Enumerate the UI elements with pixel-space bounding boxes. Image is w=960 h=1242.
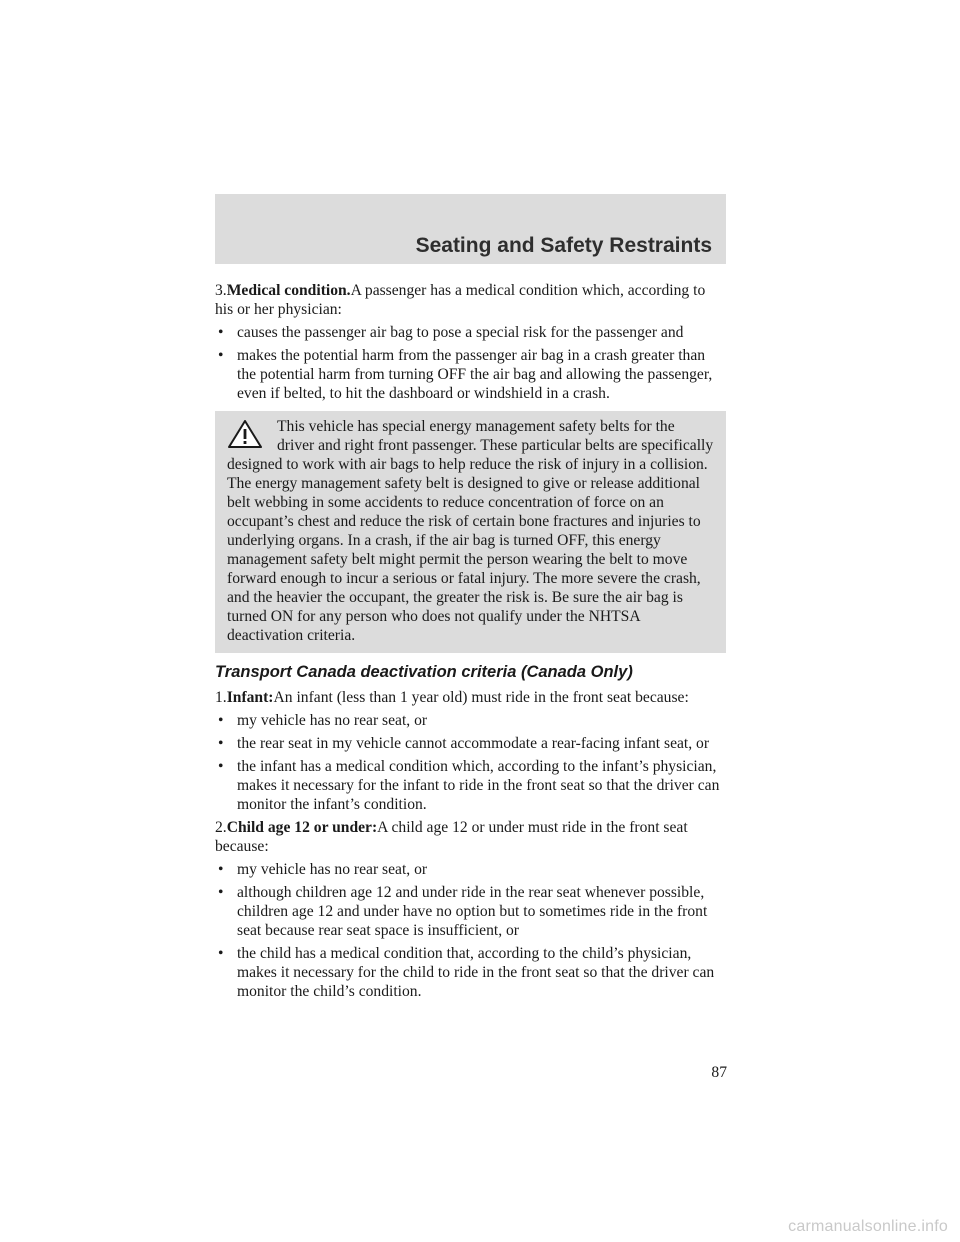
warning-triangle-icon <box>227 419 263 449</box>
page-number: 87 <box>711 1064 727 1081</box>
bullet-glyph: • <box>218 712 224 729</box>
item-2 <box>215 818 726 856</box>
item-3-text: A passenger has a medical condition which, according to his or her physician: <box>215 282 706 318</box>
item-2-label: Child age 12 or under: <box>226 819 378 836</box>
item-2-text: A child age 12 or under must ride in the front seat because: <box>215 819 688 855</box>
bullet-glyph: • <box>218 884 224 901</box>
bullet-glyph: • <box>218 324 224 341</box>
bullet-glyph: • <box>218 347 224 364</box>
item-3-bullets <box>215 323 726 403</box>
warning-box <box>215 411 726 653</box>
item-1-label: Infant: <box>226 689 274 706</box>
list-item: • the rear seat in my vehicle cannot accommodate a rear-facing infant seat, or <box>218 735 710 752</box>
item-1-text: An infant (less than 1 year old) must ride in the front seat because: <box>273 689 689 706</box>
item-1-number: 1. <box>215 689 227 706</box>
warning-text: This vehicle has special energy management safety belts for the driver and right front passenger. These particular belts are specifically designed to work with air bags to help reduce the risk of injury in a collision. The energy management safety belt is designed to give or release additional belt webbing in some accidents to reduce concentration of force on an occupant’s chest and reduce the risk of certain bone fractures and injuries to underlying organs. In a crash, if the air bag is turned OFF, this energy management safety belt might permit the person wearing the belt to move forward enough to incur a serious or fatal injury. The more severe the crash, and the heavier the occupant, the greater the risk is. Be sure the air bag is turned ON for any person who does not qualify under the NHTSA deactivation criteria. <box>227 418 714 644</box>
bullet-glyph: • <box>218 735 224 752</box>
list-item: • my vehicle has no rear seat, or <box>218 861 428 878</box>
section-heading: Transport Canada deactivation criteria (Canada Only) <box>215 663 633 681</box>
item-2-number: 2. <box>215 819 227 836</box>
list-item: • although children age 12 and under ride in the rear seat whenever possible, children age 12 and under have no option but to sometimes ride in the front seat because rear seat space is insufficient, or <box>218 884 708 939</box>
item-2-bullets <box>215 860 726 1001</box>
list-item: • the infant has a medical condition which, according to the infant’s physician, makes it necessary for the infant to ride in the front seat so that the driver can monitor the infant’s condition. <box>218 758 720 813</box>
list-item: • my vehicle has no rear seat, or <box>218 712 428 729</box>
item-1 <box>215 688 726 707</box>
list-item: • makes the potential harm from the passenger air bag in a crash greater than the potential harm from turning OFF the air bag and allowing the passenger, even if belted, to hit the dashboard or windshield in a crash. <box>218 347 713 402</box>
item-3-label: Medical condition. <box>226 282 351 299</box>
watermark: carmanualsonline.info <box>788 1218 948 1235</box>
section-header <box>215 194 726 264</box>
list-item: • the child has a medical condition that, according to the child’s physician, makes it necessary for the child to ride in the front seat so that the driver can monitor the child’s condition. <box>218 945 715 1000</box>
bullet-glyph: • <box>218 861 224 878</box>
bullet-glyph: • <box>218 758 224 775</box>
item-1-bullets <box>215 711 726 814</box>
item-3 <box>215 281 726 319</box>
list-item: • causes the passenger air bag to pose a special risk for the passenger and <box>218 324 684 341</box>
section-title: Seating and Safety Restraints <box>415 234 712 257</box>
item-3-number: 3. <box>215 282 227 299</box>
bullet-glyph: • <box>218 945 224 962</box>
page-content <box>215 281 726 1005</box>
